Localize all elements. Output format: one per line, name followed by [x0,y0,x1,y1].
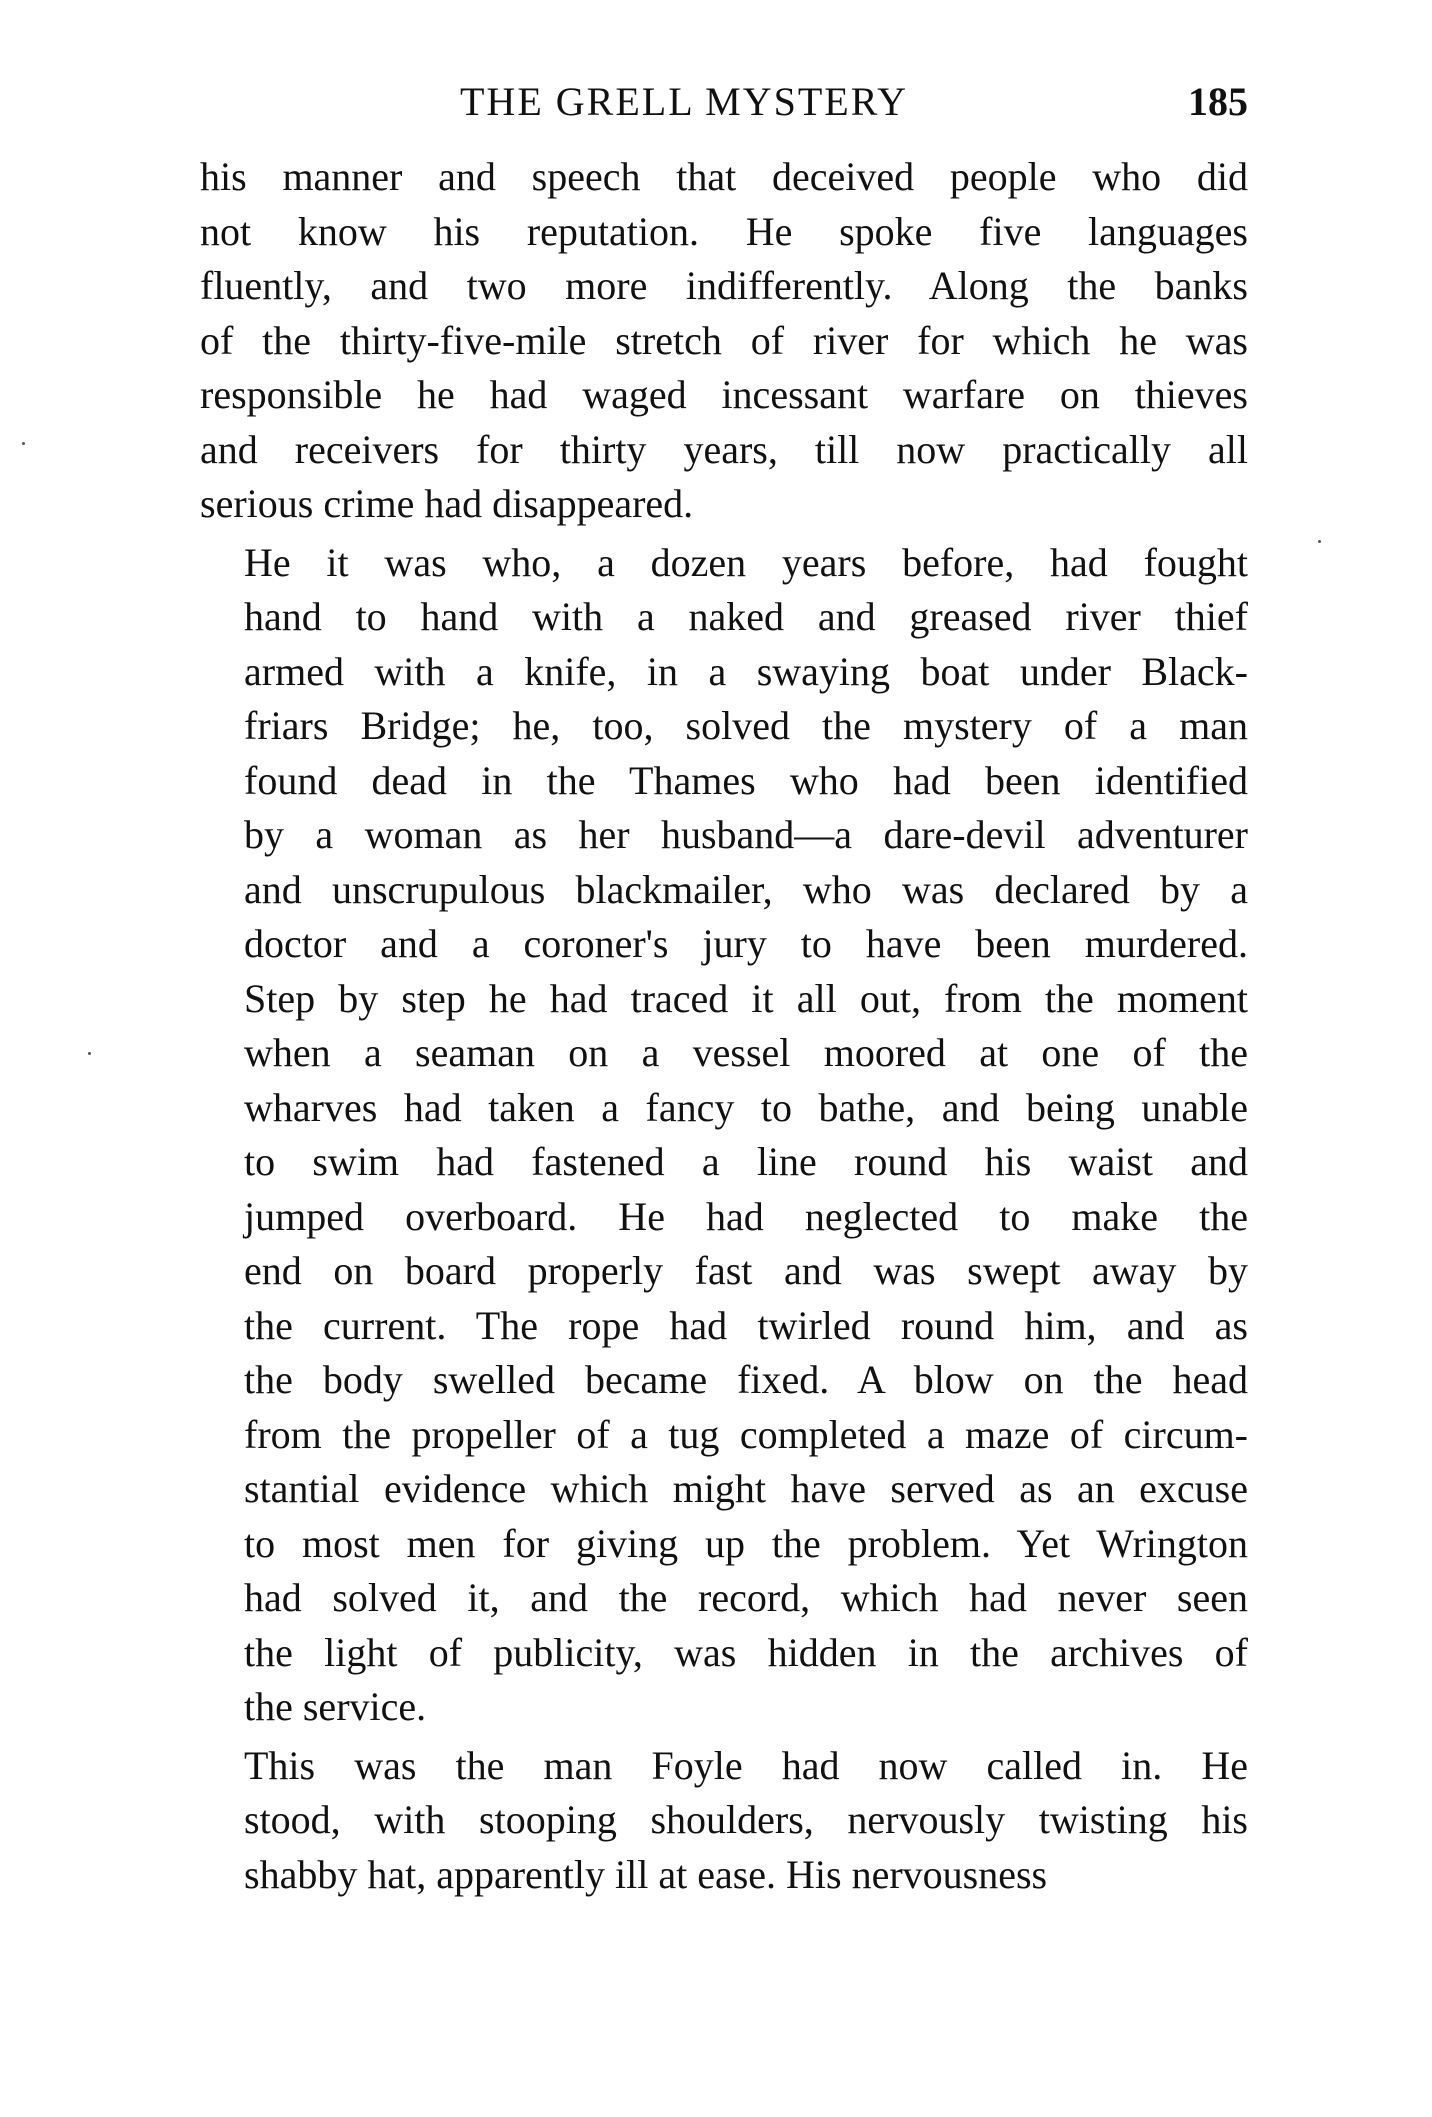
text-line: He it was who, a dozen years before, had fought [244,539,1248,585]
paragraph-3 [200,1739,1248,1903]
text-line: to swim had fastened a line round his waist and [244,1139,1248,1184]
paragraph-1 [200,150,1248,532]
text-line: wharves had taken a fancy to bathe, and being unable [244,1084,1248,1130]
text-line: serious crime had disappeared. [200,481,694,526]
text-line: the body swelled became fixed. A blow on the head [244,1357,1248,1402]
text-line: This was the man Foyle had now called in. He [244,1742,1248,1788]
text-line: doctor and a coroner's jury to have been murdered. [244,921,1248,966]
text-line: found dead in the Thames who had been identified [244,757,1248,803]
text-line: jumped overboard. He had neglected to make the [244,1193,1248,1239]
text-line: had solved it, and the record, which had never seen [244,1575,1248,1620]
text-line: when a seaman on a vessel moored at one of the [244,1030,1248,1075]
text-line: stood, with stooping shoulders, nervously twisting his [244,1797,1248,1842]
text-line: fluently, and two more indifferently. Along the banks [200,263,1248,308]
text-line: not know his reputation. He spoke five languages [200,208,1248,254]
text-line: of the thirty-five-mile stretch of river for which he was [200,317,1248,363]
text-line: hand to hand with a naked and greased river thief [244,594,1248,639]
text-line: to most men for giving up the problem. Yet Wrington [244,1520,1248,1566]
text-line: the current. The rope had twirled round him, and as [244,1302,1248,1348]
text-line: responsible he had waged incessant warfare on thieves [200,372,1248,417]
text-line: from the propeller of a tug completed a maze of circum- [244,1411,1248,1457]
text-line: friars Bridge; he, too, solved the mystery of a man [244,703,1248,748]
margin-speck [1318,540,1321,543]
text-line: his manner and speech that deceived people who did [200,154,1248,199]
text-line: the light of publicity, was hidden in the archives of [244,1629,1248,1675]
text-line: shabby hat, apparently ill at ease. His nervousness [244,1851,1048,1897]
running-title: THE GRELL MYSTERY [460,79,909,124]
page-number: 185 [1188,79,1248,124]
text-line: armed with a knife, in a swaying boat under Black- [244,648,1248,694]
running-head [200,72,1248,132]
text-line: end on board properly fast and was swept away by [244,1248,1248,1293]
text-line: Step by step he had traced it all out, from the moment [244,975,1248,1021]
text-line: and unscrupulous blackmailer, who was declared by a [244,866,1248,912]
paragraph-2 [200,536,1248,1735]
margin-speck [22,442,25,445]
body-text [200,150,1248,1902]
text-line: and receivers for thirty years, till now practically all [200,426,1248,472]
text-line: by a woman as her husband—a dare-devil adventurer [244,812,1248,857]
text-line: the service. [244,1684,427,1729]
margin-speck [88,1052,91,1055]
text-line: stantial evidence which might have served as an excuse [244,1466,1248,1511]
